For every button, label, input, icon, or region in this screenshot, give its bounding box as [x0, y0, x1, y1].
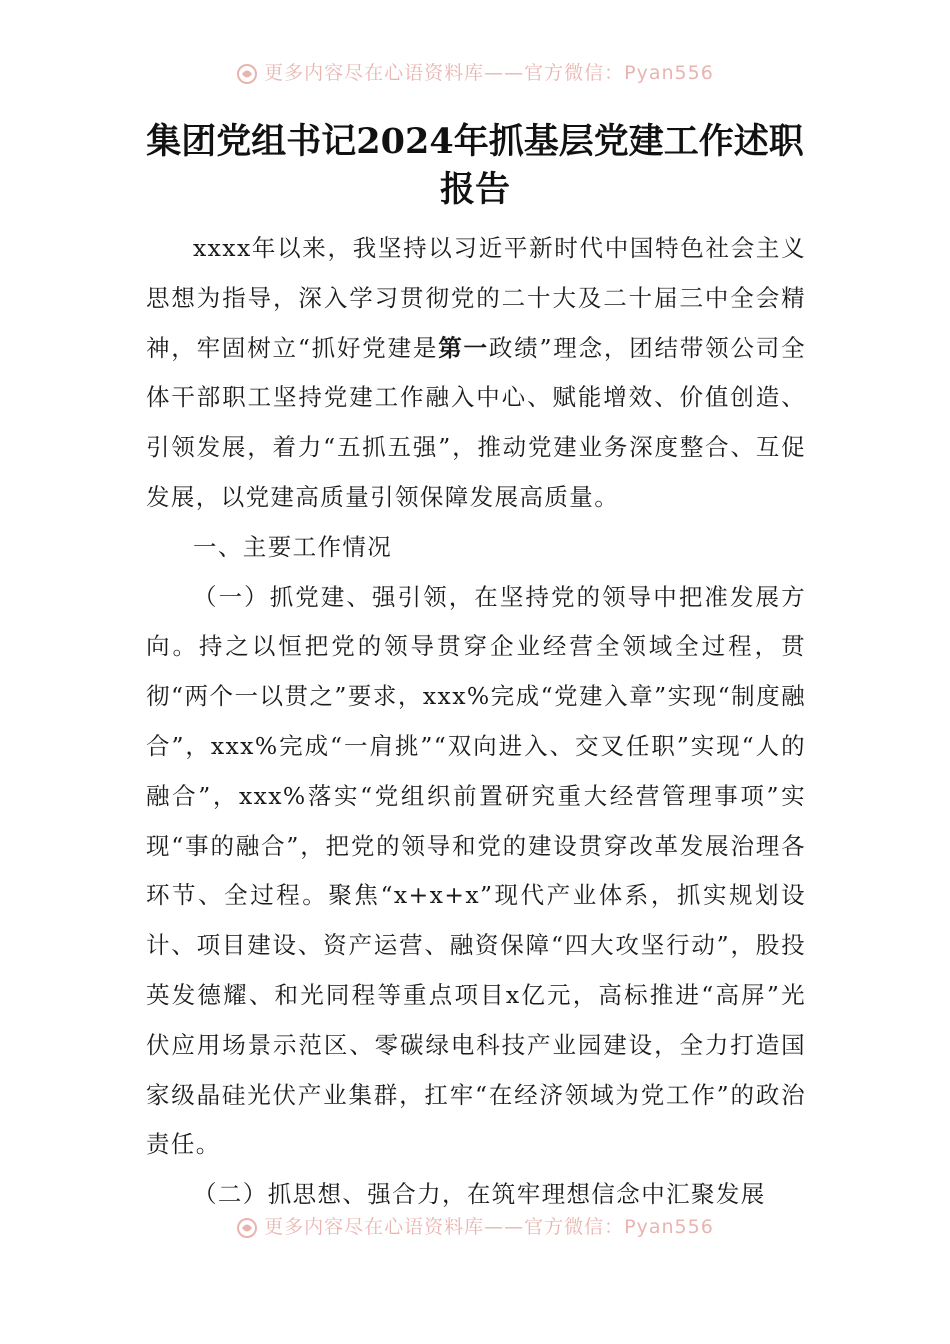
document-title: 集团党组书记2024年抓基层党建工作述职报告 — [146, 121, 804, 210]
intro-text-start: xxxx年以来，我坚持以习近平新时代中国特色社会主义思想为指导，深入学习贯彻党的二十大及二十届三中全会精神，牢固树立“抓好党建是 — [146, 234, 806, 362]
watermark-header — [0, 58, 950, 84]
watermark-text: 更多内容尽在心语资料库——官方微信：Pyan556 — [264, 62, 714, 84]
section-heading: 一、主要工作情况 — [193, 532, 393, 561]
watermark-logo-icon — [236, 63, 258, 85]
subsection-paragraph-1: （一）抓党建、强引领，在坚持党的领导中把准发展方向。持之以恒把党的领导贯穿企业经营全领域全过程，贯彻“两个一以贯之”要求，xxx%完成“党建入章”实现“制度融合”，xxx%完成“一肩挑”“双向进入、交叉任职”实现“人的融合”，xxx%落实“党组织前置研究重大经营管理事项”实现“事的融合”，把党的领导和党的建设贯穿改革发展治理各环节、全过程。聚焦“x+x+x”现代产业体系，抓实规划设计、项目建设、资产运营、融资保障“四大攻坚行动”，股投英发德耀、和光同程等重点项目x亿元，高标推进“高屏”光伏应用场景示范区、零碳绿电科技产业园建设，全力打造国家级晶硅光伏产业集群，扛牢“在经济领域为党工作”的政治责任。 — [146, 582, 806, 1159]
intro-paragraph — [146, 224, 806, 523]
intro-emphasis: 第一 — [438, 333, 489, 362]
subsection-paragraph-2: （二）抓思想、强合力，在筑牢理想信念中汇聚发展 — [193, 1180, 766, 1209]
intro-text-end: 政绩”理念，团结带领公司全体干部职工坚持党建工作融入中心、赋能增效、价值创造、引领发展，着力“五抓五强”，推动党建业务深度整合、互促发展，以党建高质量引领保障发展高质量。 — [146, 333, 806, 511]
watermark-footer — [0, 1212, 950, 1238]
watermark-logo-icon — [236, 1217, 258, 1239]
watermark-text: 更多内容尽在心语资料库——官方微信：Pyan556 — [264, 1216, 714, 1238]
document-body — [146, 224, 806, 1220]
